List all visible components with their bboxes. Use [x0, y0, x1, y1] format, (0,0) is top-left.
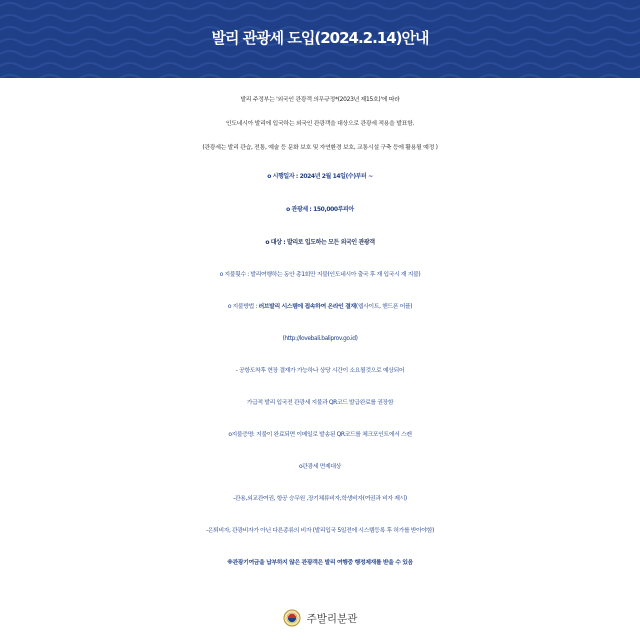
tax-amount: o 관광세 : 150,000루피아	[286, 206, 354, 213]
payment-method-highlight: 러브발리 시스템에 접속하여 온라인 결재	[258, 303, 356, 310]
airport-note: - 공항도착후 현장 결재가 가능하나 상당 시간이 소요될것으로 예상되어	[235, 367, 405, 374]
page-title: 발리 관광세 도입(2024.2.14)안내	[211, 29, 429, 47]
exemption-item-2: -은퇴비자, 관광비자가 아닌 다른종류의 비자 (발리입국 5일전에 시스템등록 후 허가를 받아야함)	[205, 527, 435, 534]
payment-method-prefix: o 지불방법 :	[227, 303, 259, 310]
payment-method	[0, 291, 640, 323]
target-visitors: o 대상 : 발리로 입도하는 모든 외국인 관광객	[265, 239, 375, 246]
notice-body	[0, 88, 640, 579]
recommend-note: 가급적 발리 입국전 관광세 지불과 QR코드 발급완료를 권장함	[246, 399, 394, 406]
intro-line-2: 인도네시아 발리에 입국하는 외국인 관광객을 대상으로 관광세 적용을 발표함.	[225, 120, 415, 127]
warning-note: ※관광기여금을 납부하지 않은 관광객은 발리 여행중 행정제재를 받을 수 있음	[227, 559, 413, 566]
exemption-item-1: -관용,외교관여권, 항공 승무원 ,장기체류비자,학생비자(여권과 비자 제시)	[233, 495, 407, 502]
intro-line-3: (관광세는 발리 관습, 전통, 예술 등 문화 보호 및 자연환경 보호, 교통시설 구축 등에 활용될 예정 )	[202, 144, 438, 151]
header-banner	[0, 0, 640, 78]
effective-date: o 시행일자 : 2024년 2월 14일(수)부터 ~	[267, 173, 373, 180]
footer	[0, 606, 640, 630]
intro-line-1: 발리 주정부는 '외국인 관광객 의무규정*(2023년 제15호)'에 따라	[240, 96, 400, 103]
embassy-seal-icon	[283, 609, 301, 627]
footer-label: 주발리분관	[306, 612, 358, 625]
payment-method-suffix: (웹사이트, 핸드폰 어플)	[355, 303, 413, 310]
payment-count: o 지불횟수 : 발리여행하는 동안 총1회만 지불(인도네시아 출국 후 재 입국시 재 지불)	[219, 271, 421, 278]
payment-proof: o지불증명: 지불이 완료되면 이메일로 발송된 QR코드를 체크포인트에서 스캔	[228, 431, 412, 438]
exemption-title: o관광세 면제대상	[298, 463, 342, 470]
payment-url-link[interactable]: (http://lovebali.baliprov.go.id)	[282, 335, 358, 342]
